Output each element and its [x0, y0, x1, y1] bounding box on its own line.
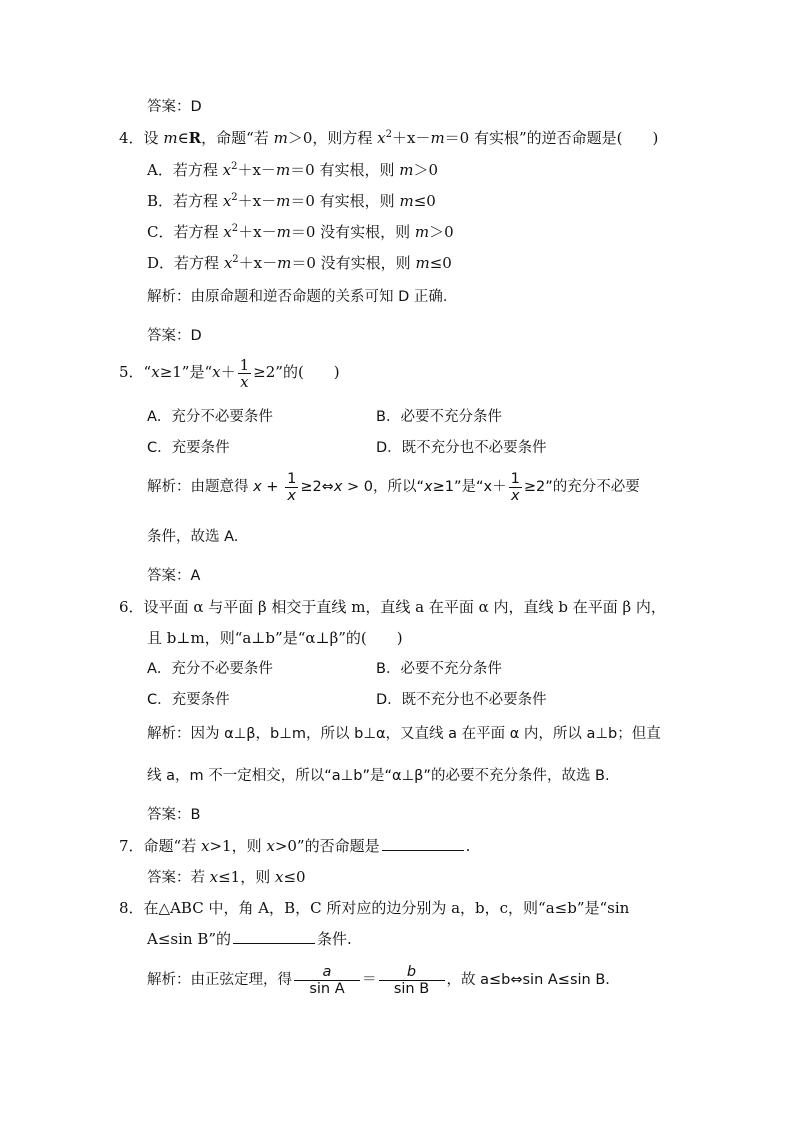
q5-option-c: C．充要条件: [147, 440, 230, 456]
q8-blank: [233, 929, 315, 944]
q4-option-d: D．若方程 $x^2+x-m=0$ 没有实根，则 m≤0: [147, 254, 452, 272]
q5-analysis-fraction-1: $\frac{1}{x}$: [287, 470, 297, 504]
q5-analysis-line-1: 解析：由题意得 x + $\frac{1}{x}$ ≥2⇔x > 0，所以“x≥1”是“x＋ $\frac{1}{x}$ ≥2”的充分不必要: [147, 470, 640, 504]
q6-option-c: C．充要条件: [147, 692, 230, 708]
q5-analysis-line-2: 条件，故选 A.: [147, 529, 239, 545]
q7-stem: 7．命题“若 x>1，则 x>0”的否命题是 .: [119, 837, 471, 855]
q5-stem: 5．“x≥1”是“x＋ $\frac{1}{x}$ ≥2”的( ): [119, 355, 340, 391]
q8-fraction-b: $\frac{b}{\text{sin B}}$: [379, 964, 445, 997]
q8-analysis: 解析：由正弦定理，得 $\frac{a}{\text{sin A}}$ ＝ $\frac{b}{\text{sin B}}$ ，故 a≤b⇔sin A≤sin B.: [147, 963, 610, 997]
q4-option-c: C．若方程 $x^2+x-m=0$ 没有实根，则 m＞0: [147, 223, 454, 241]
q6-answer: 答案：B: [147, 807, 201, 823]
q6-stem-line-2: 且 b⊥m，则“a⊥b”是“α⊥β”的( ): [147, 629, 403, 647]
q4-option-a: A．若方程 $x^2+x-m=0$ 有实根，则 m＞0: [147, 161, 439, 179]
q6-analysis-line-2: 线 a，m 不一定相交，所以“a⊥b”是“α⊥β”的必要不充分条件，故选 B.: [147, 768, 610, 784]
q4-analysis: 解析：由原命题和逆否命题的关系可知 D 正确．: [147, 289, 458, 305]
q4-answer: 答案：D: [147, 328, 202, 344]
q5-option-d: D．既不充分也不必要条件: [376, 440, 547, 456]
q5-fraction: $\frac{1}{x}$: [239, 355, 250, 391]
q6-stem-line-1: 6．设平面 α 与平面 β 相交于直线 m，直线 a 在平面 α 内，直线 b 在平面 β 内，: [119, 598, 666, 616]
q5-option-b: B．必要不充分条件: [376, 409, 502, 425]
q5-analysis-fraction-2: $\frac{1}{x}$: [510, 470, 520, 504]
q6-option-a: A．充分不必要条件: [147, 661, 273, 677]
q5-answer: 答案：A: [147, 568, 201, 584]
q6-option-b: B．必要不充分条件: [376, 661, 502, 677]
q8-stem-line-1: 8．在△ABC 中，角 A，B，C 所对应的边分别为 a，b，c，则“a≤b”是“sin: [119, 899, 630, 917]
q4-option-b: B．若方程 $x^2+x-m=0$ 有实根，则 m≤0: [147, 192, 436, 210]
q5-option-a: A．充分不必要条件: [147, 409, 273, 425]
q6-option-d: D．既不充分也不必要条件: [376, 692, 547, 708]
q3-answer: 答案：D: [147, 99, 202, 115]
q6-analysis-line-1: 解析：因为 α⊥β，b⊥m，所以 b⊥α，又直线 a 在平面 α 内，所以 a⊥b；但直: [147, 726, 661, 742]
q8-fraction-a: $\frac{a}{\text{sin A}}$: [294, 964, 360, 997]
q7-blank: [382, 836, 464, 851]
q7-answer: 答案：若 x≤1，则 x≤0: [147, 868, 306, 886]
q4-stem: 4．设 m∈R，命题“若 m＞0，则方程 $x^2+x-m=0$ 有实根”的逆否命题是( ): [119, 129, 659, 147]
q8-stem-line-2: A≤sin B”的 条件.: [147, 930, 352, 948]
